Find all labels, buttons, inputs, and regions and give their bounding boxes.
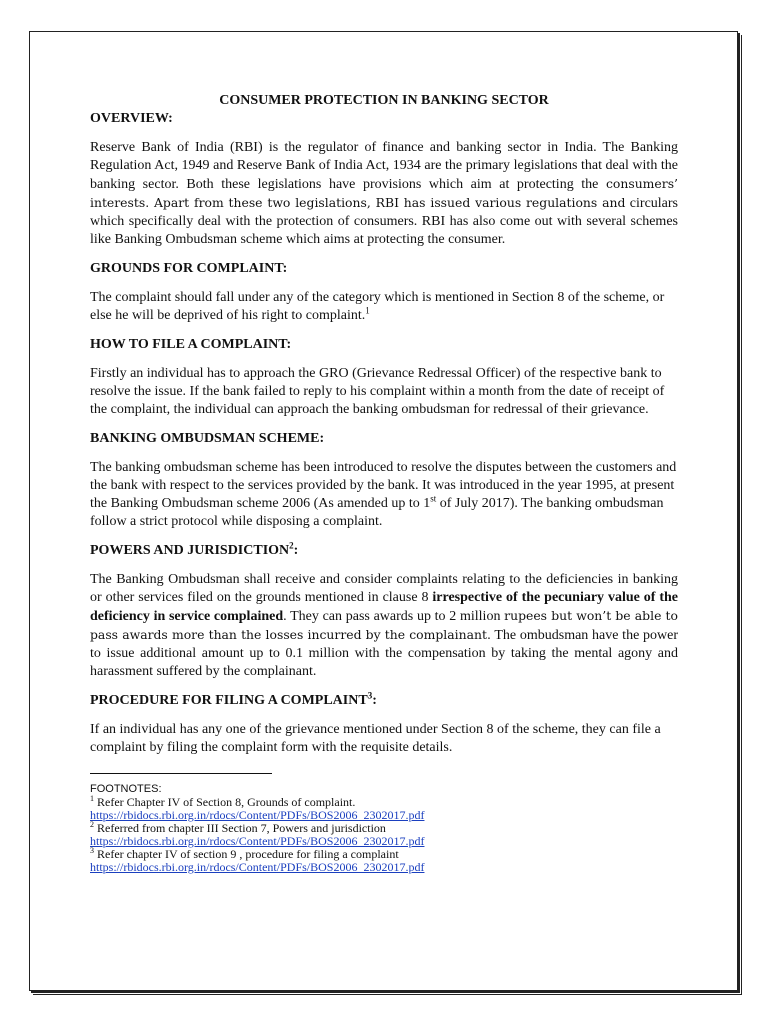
- footnote-2-link[interactable]: https://rbidocs.rbi.org.in/rdocs/Content/PDFs/BOS2006_2302017.pdf: [90, 834, 425, 848]
- footnote-ref: 1: [365, 305, 370, 316]
- grounds-heading: GROUNDS FOR COMPLAINT:: [90, 261, 288, 276]
- powers-paragraph: The Banking Ombudsman shall receive and consider complaints relating to the deficiencies in banking or other services filed on the grounds mentioned in clause 8 irrespective of the pecuniary value of the deficiency in service complained. They can pass awards up to 2 million rupees but won’t be able to pass awards more than the losses incurred by the complainant. The ombudsman have the power to issue additional amount up to 0.1 million with the compensation by taking the mental agony and harassment suffered by the complainant.: [90, 572, 678, 679]
- footnote-1-link[interactable]: https://rbidocs.rbi.org.in/rdocs/Content/PDFs/BOS2006_2302017.pdf: [90, 808, 425, 822]
- grounds-paragraph: The complaint should fall under any of the category which is mentioned in Section 8 of the scheme, or else he will be deprived of his right to complaint.$^1$: [90, 290, 665, 323]
- footnote-3: $^3$ Refer chapter IV of section 9 , procedure for filing a complaint: [90, 846, 399, 861]
- overview-paragraph: Reserve Bank of India (RBI) is the regulator of finance and banking sector in India. The Banking Regulation Act, 1949 and Reserve Bank of India Act, 1934 are the primary legislations that deal with the banking sector. Both these legislations have provisions which aim at protecting the consumers’ interests. Apart from these two legislations, RBI has issued various regulations and circulars which specifically deal with the protection of consumers. RBI has also come out with several schemes like Banking Ombudsman scheme which aims at protecting the consumer.: [90, 140, 678, 247]
- footnote-ref: 3: [367, 690, 373, 701]
- footnote-ref: 2: [289, 540, 294, 551]
- how-to-file-heading: HOW TO FILE A COMPLAINT:: [90, 337, 292, 352]
- procedure-heading: PROCEDURE FOR FILING A COMPLAINT$^3$:: [90, 690, 377, 708]
- procedure-paragraph: If an individual has any one of the grievance mentioned under Section 8 of the scheme, they can file a complaint by filing the complaint form with the requisite details.: [90, 722, 661, 755]
- overview-heading: OVERVIEW:: [90, 111, 173, 126]
- document-title: CONSUMER PROTECTION IN BANKING SECTOR: [219, 93, 549, 108]
- powers-heading: POWERS AND JURISDICTION$^2$:: [90, 540, 299, 558]
- footnote-3-link[interactable]: https://rbidocs.rbi.org.in/rdocs/Content/PDFs/BOS2006_2302017.pdf: [90, 860, 425, 874]
- footnotes-label: FOOTNOTES:: [90, 783, 162, 795]
- scheme-paragraph: The banking ombudsman scheme has been introduced to resolve the disputes between the customers and the bank with respect to the services provided by the bank. It was introduced in the year 1995, at present the Banking Ombudsman scheme 2006 (As amended up to 1st of July 2017). The banking ombudsman follow a strict protocol while disposing a complaint.: [90, 460, 677, 529]
- document-body: [90, 92, 678, 874]
- footnote-divider: [90, 773, 272, 774]
- footnote-1: $^1$ Refer Chapter IV of Section 8, Grounds of complaint.: [90, 794, 356, 809]
- footnote-2: $^2$ Referred from chapter III Section 7, Powers and jurisdiction: [90, 820, 386, 835]
- how-to-file-paragraph: Firstly an individual has to approach the GRO (Grievance Redressal Officer) of the respective bank to resolve the issue. If the bank failed to reply to his complaint within a month from the date of receipt of the complaint, the individual can approach the banking ombudsman for redressal of their grievance.: [90, 366, 665, 417]
- scheme-heading: BANKING OMBUDSMAN SCHEME:: [90, 431, 325, 446]
